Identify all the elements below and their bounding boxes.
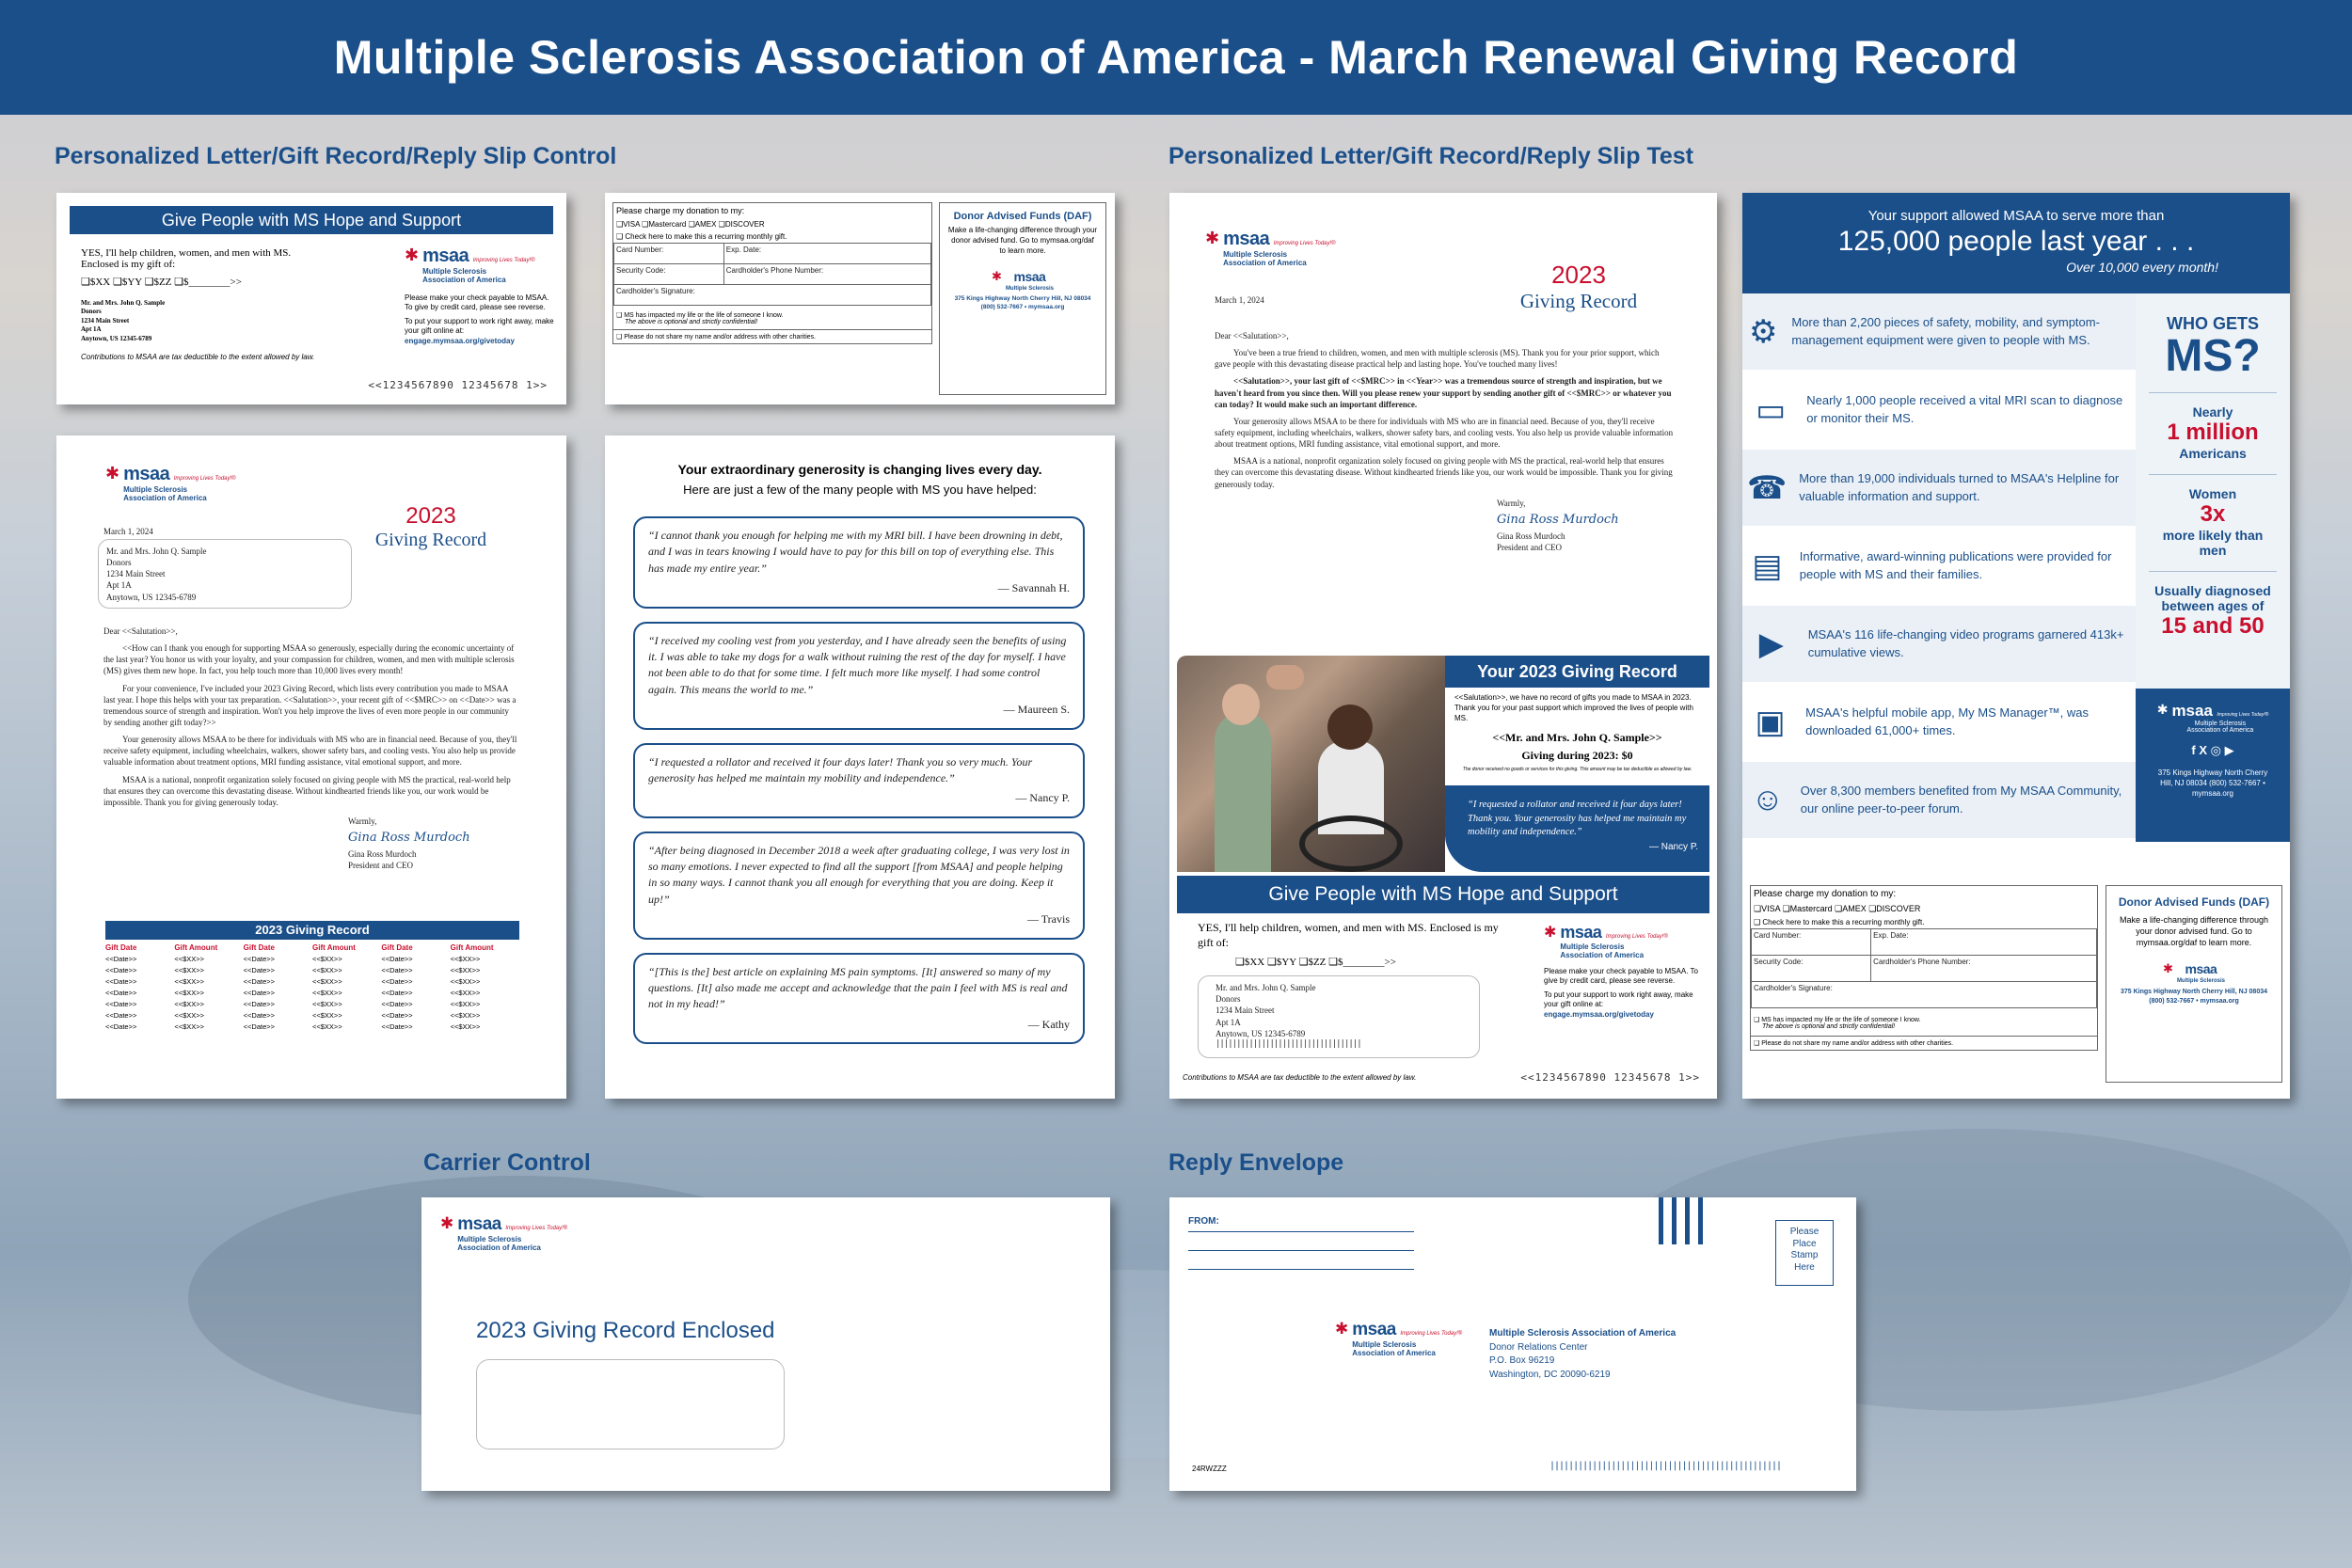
yes-line-1: YES, I'll help children, women, and men with MS.	[81, 247, 292, 259]
quote-author: — Savannah H.	[997, 581, 1070, 595]
security-code-field[interactable]: Security Code:	[614, 264, 724, 285]
gift-table-cell: <<Date>>	[243, 977, 276, 986]
carrier-teaser: 2023 Giving Record Enclosed	[476, 1318, 775, 1343]
who-gets-ms-line: more likely than men	[2162, 528, 2264, 558]
gift-table-cell: <<Date>>	[105, 1022, 137, 1031]
phone-field[interactable]: Cardholder's Phone Number:	[1871, 956, 2097, 982]
msaa-asterisk-icon: ✱	[1335, 1320, 1349, 1338]
giving-record-title: 2023 Giving Record	[1519, 261, 1638, 312]
gift-table-cell: <<$XX>>	[450, 1022, 481, 1031]
signer-title: President and CEO	[348, 861, 413, 871]
postal-barcode: |||||||||||||||||||||||||||||||||||||||||||||||||	[1549, 1461, 1782, 1471]
testimonial-quote	[633, 622, 1085, 730]
gift-amount-options[interactable]: ❑$XX ❑$YY ❑$ZZ ❑$________>>	[1235, 957, 1396, 969]
gift-table-cell: <<Date>>	[381, 1022, 413, 1031]
who-gets-ms-line: 3x	[2200, 501, 2226, 527]
signer-name: Gina Ross Murdoch	[1497, 531, 1565, 541]
gift-table-header: Gift Date	[381, 943, 413, 952]
closing: Warmly,	[348, 816, 377, 826]
msaa-logo: ✱ msaa Multiple Sclerosis	[992, 269, 1054, 293]
no-share-checkbox[interactable]: ❑ Please do not share my name and/or address with other charities.	[1751, 1036, 2097, 1050]
gift-table-header: Gift Amount	[312, 943, 356, 952]
section-label-reply-envelope: Reply Envelope	[1168, 1149, 1344, 1176]
gift-table-cell: <<$XX>>	[312, 955, 342, 963]
impact-stat	[1742, 293, 2136, 372]
impact-stat	[1742, 528, 2136, 606]
signer-name: Gina Ross Murdoch	[348, 849, 417, 860]
address-line: 1234 Main Street	[81, 316, 130, 325]
quote-author: — Kathy	[1027, 1017, 1070, 1031]
letter-paragraph: Your generosity allows MSAA to be there for individuals with MS who are in financial need. Because of you, they'll receive safety equipment, including wheelchairs, walkers, shower safety bars, and cooling vests. You also help us provide valuable information about treatment options, MRI funding assistance, vital emotional support, and more.	[103, 735, 517, 768]
optional-note: The above is optional and strictly confidential!	[1762, 1023, 1896, 1030]
address-line: Mr. and Mrs. John Q. Sample	[81, 299, 166, 307]
gift-table-cell: <<Date>>	[243, 989, 276, 997]
gift-table-cell: <<Date>>	[381, 966, 413, 974]
return-line: Donor Relations Center	[1489, 1341, 1588, 1353]
ms-impact-checkbox[interactable]: ❑ MS has impacted my life or the life of someone I know.	[1754, 1017, 1921, 1023]
return-org: Multiple Sclerosis Association of America	[1489, 1328, 1677, 1338]
gift-table-header: Gift Date	[105, 943, 137, 952]
online-note: To put your support to work right away, make your gift online at:	[1544, 990, 1693, 1009]
test-impact-page	[1742, 193, 2290, 1099]
quote-text: “I cannot thank you enough for helping me with my MRI bill. I have been drowning in debt, and I was in tears knowing I would have to pay for this bill on top of everything else. This has made my entire year.”	[648, 529, 1063, 575]
who-gets-ms-line: 1 million	[2167, 420, 2259, 445]
quote-author: — Maureen S.	[1003, 703, 1070, 717]
gift-table-header: Gift Amount	[450, 943, 494, 952]
test-record-note: <<Salutation>>, we have no record of gifts you made to MSAA in 2023. Thank you for your past support which improved the lives of people with MS.	[1454, 693, 1693, 722]
check-note: Please make your check payable to MSAA. To give by credit card, please see reverse.	[405, 293, 549, 312]
salutation: Dear <<Salutation>>,	[103, 626, 178, 636]
gift-table-cell: <<Date>>	[105, 989, 137, 997]
gift-table-header: Gift Date	[243, 943, 275, 952]
check-note: Please make your check payable to MSAA. To give by credit card, please see reverse.	[1544, 967, 1698, 986]
impact-stat	[1742, 372, 2136, 450]
msaa-logo: ✱ msaa Improving Lives Today!® Multiple Sclerosis Association of America	[1205, 229, 1336, 267]
exp-date-field[interactable]: Exp. Date:	[723, 244, 930, 264]
section-label-test: Personalized Letter/Gift Record/Reply Slip Test	[1168, 143, 1693, 169]
fim-bars	[1659, 1197, 1703, 1244]
exp-date-field[interactable]: Exp. Date:	[1871, 929, 2097, 956]
gift-table-cell: <<Date>>	[105, 966, 137, 974]
gift-record-table	[105, 943, 519, 1031]
control-testimonials	[605, 436, 1115, 1099]
gift-table-cell: <<Date>>	[243, 1022, 276, 1031]
give-url[interactable]: engage.mymsaa.org/givetoday	[405, 336, 515, 345]
charge-label: Please charge my donation to my:	[1754, 889, 1897, 899]
impact-stat	[1742, 762, 2136, 840]
control-letter	[56, 436, 566, 1099]
who-gets-ms-stat	[2149, 474, 2277, 558]
phone-field[interactable]: Cardholder's Phone Number:	[723, 264, 930, 285]
gift-record-title: 2023 Giving Record	[105, 921, 519, 940]
gift-amount-options[interactable]: ❑$XX ❑$YY ❑$ZZ ❑$________>>	[81, 277, 242, 288]
card-number-field[interactable]: Card Number:	[1752, 929, 1871, 956]
gift-table-cell: <<Date>>	[105, 977, 137, 986]
reply-slip-headline: Give People with MS Hope and Support	[1177, 876, 1709, 913]
mri-icon: ▭	[1756, 391, 1787, 428]
gift-table-cell: <<$XX>>	[174, 1000, 205, 1008]
gift-table-cell: <<$XX>>	[312, 977, 342, 986]
gift-table-cell: <<Date>>	[381, 955, 413, 963]
walker-icon: ⚙	[1748, 313, 1778, 350]
gift-table-cell: <<$XX>>	[174, 955, 205, 963]
letter-paragraph: <<How can I thank you enough for supporting MSAA so generously, especially during the economic uncertainty of the last year? You honor us with your loyalty, and your compassion for children, women, and men with multiple sclerosis (MS) gives them new hope. In fact, you help touch more than 10,000 lives every month!	[103, 643, 515, 676]
impact-stat	[1742, 684, 2136, 762]
scanline: <<1234567890 12345678 1>>	[1520, 1071, 1700, 1084]
gift-table-cell: <<$XX>>	[174, 977, 205, 986]
gift-table-cell: <<$XX>>	[312, 1000, 342, 1008]
yes-line: YES, I'll help children, women, and men with MS. Enclosed is my gift of:	[1198, 921, 1499, 949]
gift-table-cell: <<Date>>	[243, 1000, 276, 1008]
who-gets-ms-line: 15 and 50	[2161, 613, 2265, 639]
letter-paragraph: MSAA is a national, nonprofit organization solely focused on giving people with MS the practical, real-world help that ensures they can overcome this devastating disease. Without kindhearted friends like you, our work would be impossible. Thank you for giving generously today.	[1215, 456, 1673, 489]
quote-text: “I received my cooling vest from you yesterday, and I have already seen the benefits of using it. I was able to take my dogs for a walk without ruining the rest of the day for myself. I have not been able to do that for some time. I felt much more like myself. I had some control again. This means the world to me.”	[648, 633, 1067, 696]
gift-table-cell: <<Date>>	[381, 977, 413, 986]
section-label-carrier: Carrier Control	[423, 1149, 591, 1176]
test-quote-box: “I requested a rollator and received it four days later! Thank you. Your generosity has helped me maintain my mobility and independence.” — Nancy P.	[1445, 785, 1709, 872]
msaa-asterisk-icon: ✱	[2156, 702, 2169, 717]
msaa-address: 375 Kings Highway North Cherry Hill, NJ 08034 (800) 532-7667 • mymsaa.org	[2157, 768, 2268, 799]
quote-text: “After being diagnosed in December 2018 a week after graduating college, I was very lost in so many emotions. I never expected to find all the support [from MSAA] and people helping in so many ways. I cannot thank you all enough for everything that you are doing. Keep it up!”	[648, 843, 1070, 906]
testimonial-quote	[633, 743, 1085, 818]
test-letter	[1169, 193, 1717, 1099]
reply-envelope	[1169, 1197, 1856, 1491]
msaa-asterisk-icon: ✱	[2163, 961, 2173, 976]
envelope-window	[476, 1359, 785, 1449]
test-record-name: <<Mr. and Mrs. John Q. Sample>>	[1492, 731, 1662, 745]
letter-date: March 1, 2024	[1215, 295, 1264, 305]
give-url[interactable]: engage.mymsaa.org/givetoday	[1544, 1009, 1654, 1019]
closing: Warmly,	[1497, 498, 1526, 508]
who-gets-ms-line: Women	[2188, 486, 2237, 501]
impact-stat-text: Nearly 1,000 people received a vital MRI scan to diagnose or monitor their MS.	[1806, 392, 2123, 425]
ms-impact-checkbox[interactable]: ❑ MS has impacted my life or the life of someone I know.	[616, 312, 784, 319]
gift-table-cell: <<$XX>>	[450, 955, 481, 963]
salutation: Dear <<Salutation>>,	[1215, 331, 1289, 341]
mobile-app-icon: ▣	[1755, 704, 1786, 740]
signature: Gina Ross Murdoch	[348, 831, 470, 846]
security-code-field[interactable]: Security Code:	[1752, 956, 1871, 982]
quote-author: — Travis	[1026, 912, 1070, 927]
gift-table-cell: <<$XX>>	[312, 1011, 342, 1020]
letter-paragraph: For your convenience, I've included your 2023 Giving Record, which lists every contribution you made to MSAA last year. I hope this helps with your tax preparation. <<Salutation>>, your recent gift of <<$MRC>> on <<Date>> was a tremendous source of strength and inspiration. Won't you help improve the lives of even more people in our community by sending another gift today?>>	[103, 683, 516, 727]
impact-stat-text: Informative, award-winning publications were provided for people with MS and their families.	[1799, 548, 2112, 581]
impact-header: Your support allowed MSAA to serve more than 125,000 people last year . . . Over 10,000 every month!	[1742, 193, 2290, 293]
gift-table-header: Gift Amount	[174, 943, 218, 952]
social-icons[interactable]: f X ◎ ▶	[2191, 743, 2234, 757]
testimonial-quote	[633, 832, 1085, 940]
gift-table-cell: <<$XX>>	[450, 989, 481, 997]
msaa-asterisk-icon: ✱	[1205, 229, 1220, 247]
envelope-code: 24RWZZZ	[1192, 1465, 1227, 1473]
test-giving-record-title: Your 2023 Giving Record	[1445, 656, 1709, 688]
control-reply-slip	[56, 193, 566, 404]
msaa-logo: ✱ msaa Multiple Sclerosis	[2163, 961, 2225, 985]
generosity-headline: Your extraordinary generosity is changing lives every day.	[677, 462, 1042, 477]
impact-stat-text: MSAA's 116 life-changing video programs garnered 413k+ cumulative views.	[1807, 626, 2124, 659]
giving-record-title: 2023 Giving Record	[374, 503, 487, 550]
scanline: <<1234567890 12345678 1>>	[368, 379, 548, 391]
gift-table-cell: <<$XX>>	[174, 989, 205, 997]
community-icon: ☺	[1751, 782, 1785, 817]
who-gets-ms-line: Usually diagnosed between ages of	[2154, 583, 2271, 613]
letter-paragraph: <<Salutation>>, your last gift of <<$MRC>> in <<Year>> was a tremendous source of strength and inspiration, but we haven't heard from you since then. Will you please renew your support by sending another gift of <<$MRC>> or whatever you can today? It would make such an important difference.	[1215, 376, 1672, 409]
msaa-address: 375 Kings Highway North Cherry Hill, NJ 08034 (800) 532-7667 • mymsaa.org	[2121, 989, 2267, 1005]
who-gets-ms-column: WHO GETS MS? Nearly 1 million Americans Women 3x more likely than men Usually diagnosed between ages of 15 and 50	[2136, 293, 2290, 689]
msaa-logo: ✱ msaa Improving Lives Today!® Multiple Sclerosis Association of America	[1544, 923, 1668, 959]
signature-field[interactable]: Cardholder's Signature:	[614, 285, 931, 306]
photo-high-five	[1177, 656, 1445, 872]
return-line: P.O. Box 96219	[1489, 1355, 1555, 1366]
address-line: Anytown, US 12345-6789	[81, 334, 152, 342]
daf-title: Donor Advised Funds (DAF)	[953, 211, 1092, 222]
who-gets-ms-stat	[2149, 571, 2277, 640]
letter-date: March 1, 2024	[103, 527, 153, 536]
gift-table-cell: <<$XX>>	[312, 966, 342, 974]
publication-icon: ▤	[1752, 547, 1783, 584]
letter-paragraph: MSAA is a national, nonprofit organization solely focused on giving people with MS the practical, real-world help that ensures they can overcome this devastating disease. Without kindhearted friends like you, our work would be impossible. Thank you for giving generously today.	[103, 774, 511, 807]
gift-table-cell: <<$XX>>	[450, 977, 481, 986]
return-line: Washington, DC 20090-6219	[1489, 1369, 1611, 1380]
msaa-asterisk-icon: ✱	[440, 1214, 454, 1232]
gift-table-cell: <<$XX>>	[174, 1022, 205, 1031]
charge-label: Please charge my donation to my:	[616, 206, 745, 215]
gift-table-cell: <<$XX>>	[312, 989, 342, 997]
gift-table-cell: <<Date>>	[381, 989, 413, 997]
quote-text: “I requested a rollator and received it four days later! Thank you so very much. Your generosity has helped me maintain my mobility and independence.”	[648, 754, 1033, 784]
impact-stat-text: More than 19,000 individuals turned to MSAA's Helpline for valuable information and support.	[1799, 470, 2120, 503]
gift-table-cell: <<Date>>	[243, 966, 276, 974]
online-note: To put your support to work right away, make your gift online at:	[405, 316, 554, 336]
no-share-checkbox[interactable]: ❑ Please do not share my name and/or address with other charities.	[613, 329, 931, 343]
testimonial-quote	[633, 516, 1085, 609]
gift-table-cell: <<Date>>	[105, 955, 137, 963]
who-gets-ms-line: Nearly	[2192, 404, 2233, 420]
daf-title: Donor Advised Funds (DAF)	[2118, 895, 2270, 909]
stamp-box: Please Place Stamp Here	[1775, 1220, 1834, 1286]
impact-stat-text: More than 2,200 pieces of safety, mobility, and symptom-management equipment were given to people with MS.	[1791, 314, 2100, 347]
impact-logo-block: ✱ msaa Improving Lives Today!® Multiple Sclerosis Association of America f X ◎ ▶ 375 Kings Highway North Cherry Hill, NJ 08034 (800) 532-7667 • mymsaa.org	[2136, 689, 2290, 842]
yes-line-2: Enclosed is my gift of:	[81, 259, 176, 270]
msaa-logo: ✱ msaa Improving Lives Today!® Multiple Sclerosis Association of America	[105, 464, 236, 502]
gift-table-cell: <<Date>>	[381, 1000, 413, 1008]
test-record-amount: Giving during 2023: $0	[1521, 749, 1633, 763]
card-options[interactable]: ❑VISA ❑Mastercard ❑AMEX ❑DISCOVER	[1754, 904, 1921, 913]
address-line: Apt 1A	[81, 325, 102, 334]
video-icon: ▶	[1758, 626, 1784, 662]
gift-table-cell: <<Date>>	[105, 1011, 137, 1020]
control-back-form	[605, 193, 1115, 404]
signature-field[interactable]: Cardholder's Signature:	[1752, 982, 2097, 1008]
recurring-checkbox[interactable]: ❑ Check here to make this a recurring monthly gift.	[616, 232, 787, 241]
msaa-asterisk-icon: ✱	[405, 245, 420, 264]
address-line: Donors	[81, 308, 102, 316]
msaa-logo: ✱ msaa Improving Lives Today!® Multiple Sclerosis Association of America	[1335, 1320, 1463, 1357]
postal-barcode: |||||||||||||||||||||||||||||||||||	[1216, 1038, 1361, 1049]
phone-icon: ☎	[1746, 469, 1788, 506]
address-window: Mr. and Mrs. John Q. Sample Donors 1234 Main Street Apt 1A Anytown, US 12345-6789	[98, 539, 352, 609]
reply-slip-headline: Give People with MS Hope and Support	[70, 206, 553, 234]
gift-table-cell: <<$XX>>	[312, 1022, 342, 1031]
recurring-checkbox[interactable]: ❑ Check here to make this a recurring monthly gift.	[1754, 918, 1925, 927]
daf-text: Make a life-changing difference through your donor advised fund. Go to mymsaa.org/daf to learn more.	[947, 226, 1098, 255]
msaa-asterisk-icon: ✱	[992, 269, 1002, 284]
msaa-logo: ✱ msaa Improving Lives Today!® Multiple Sclerosis Association of America	[405, 245, 535, 284]
impact-stat	[1742, 450, 2136, 528]
card-number-field[interactable]: Card Number:	[614, 244, 724, 264]
impact-stat	[1742, 606, 2136, 684]
impact-stat-text: Over 8,300 members benefited from My MSAA Community, our online peer-to-peer forum.	[1800, 783, 2122, 816]
gift-table-cell: <<$XX>>	[450, 1000, 481, 1008]
deductible-note: Contributions to MSAA are tax deductible to the extent allowed by law.	[1183, 1073, 1417, 1082]
impact-stat-text: MSAA's helpful mobile app, My MS Manager™, was downloaded 61,000+ times.	[1805, 705, 2090, 737]
deductible-note: Contributions to MSAA are tax deductible to the extent allowed by law.	[81, 353, 315, 362]
who-gets-ms-stat	[2149, 392, 2277, 461]
msaa-address: 375 Kings Highway North Cherry Hill, NJ 08034 (800) 532-7667 • mymsaa.org	[954, 295, 1091, 310]
quote-text: “[This is the] best article on explaining MS pain symptoms. [It] answered so many of my questions. [It] also made me accept and acknowledge that the pain I feel with MS is real and not in my head!”	[648, 964, 1068, 1011]
from-label: FROM:	[1188, 1216, 1219, 1227]
section-label-control: Personalized Letter/Gift Record/Reply Slip Control	[55, 143, 617, 169]
generosity-subhead: Here are just a few of the many people with MS you have helped:	[683, 483, 1037, 497]
msaa-logo: ✱ msaa Improving Lives Today!® Multiple Sclerosis Association of America	[440, 1214, 568, 1252]
gift-table-cell: <<$XX>>	[174, 1011, 205, 1020]
page-title: Multiple Sclerosis Association of America - March Renewal Giving Record	[0, 0, 2352, 115]
letter-paragraph: You've been a true friend to children, women, and men with multiple sclerosis (MS). Thank you for your prior support, which gave people with this devastating disease practical help and lasting hope. You've touched many lives!	[1215, 348, 1660, 370]
optional-note: The above is optional and strictly confidential!	[625, 319, 758, 325]
gift-table-cell: <<Date>>	[243, 1011, 276, 1020]
gift-table-cell: <<Date>>	[105, 1000, 137, 1008]
gift-table-cell: <<$XX>>	[174, 966, 205, 974]
gift-table-cell: <<Date>>	[381, 1011, 413, 1020]
gift-table-cell: <<$XX>>	[450, 966, 481, 974]
msaa-asterisk-icon: ✱	[105, 464, 120, 483]
daf-text: Make a life-changing difference through your donor advised fund. Go to mymsaa.org/daf to learn more.	[2120, 915, 2268, 948]
quote-author: — Nancy P.	[1015, 791, 1070, 805]
card-options[interactable]: ❑VISA ❑Mastercard ❑AMEX ❑DISCOVER	[616, 220, 765, 229]
gift-table-cell: <<Date>>	[243, 955, 276, 963]
who-gets-ms-line: Americans	[2179, 446, 2247, 461]
carrier-envelope	[421, 1197, 1110, 1491]
signer-title: President and CEO	[1497, 542, 1562, 552]
test-record-fine-print: The donor received no goods or services for this giving. This amount may be tax deductible as allowed by law.	[1462, 767, 1692, 773]
address-window: Mr. and Mrs. John Q. Sample Donors 1234 Main Street Apt 1A Anytown, US 12345-6789 |||||||||||||||||||||||||||||||||||	[1198, 975, 1480, 1058]
testimonial-quote	[633, 953, 1085, 1045]
signature: Gina Ross Murdoch	[1497, 512, 1619, 527]
gift-table-cell: <<$XX>>	[450, 1011, 481, 1020]
letter-paragraph: Your generosity allows MSAA to be there for individuals with MS who are in financial need. Because of you, they'll receive safety equipment, including wheelchairs, walkers, shower safety bars, and cooling vests. You also help us provide valuable information about treatment options, MRI funding assistance, vital emotional support, and more.	[1215, 416, 1674, 450]
msaa-asterisk-icon: ✱	[1544, 925, 1557, 941]
